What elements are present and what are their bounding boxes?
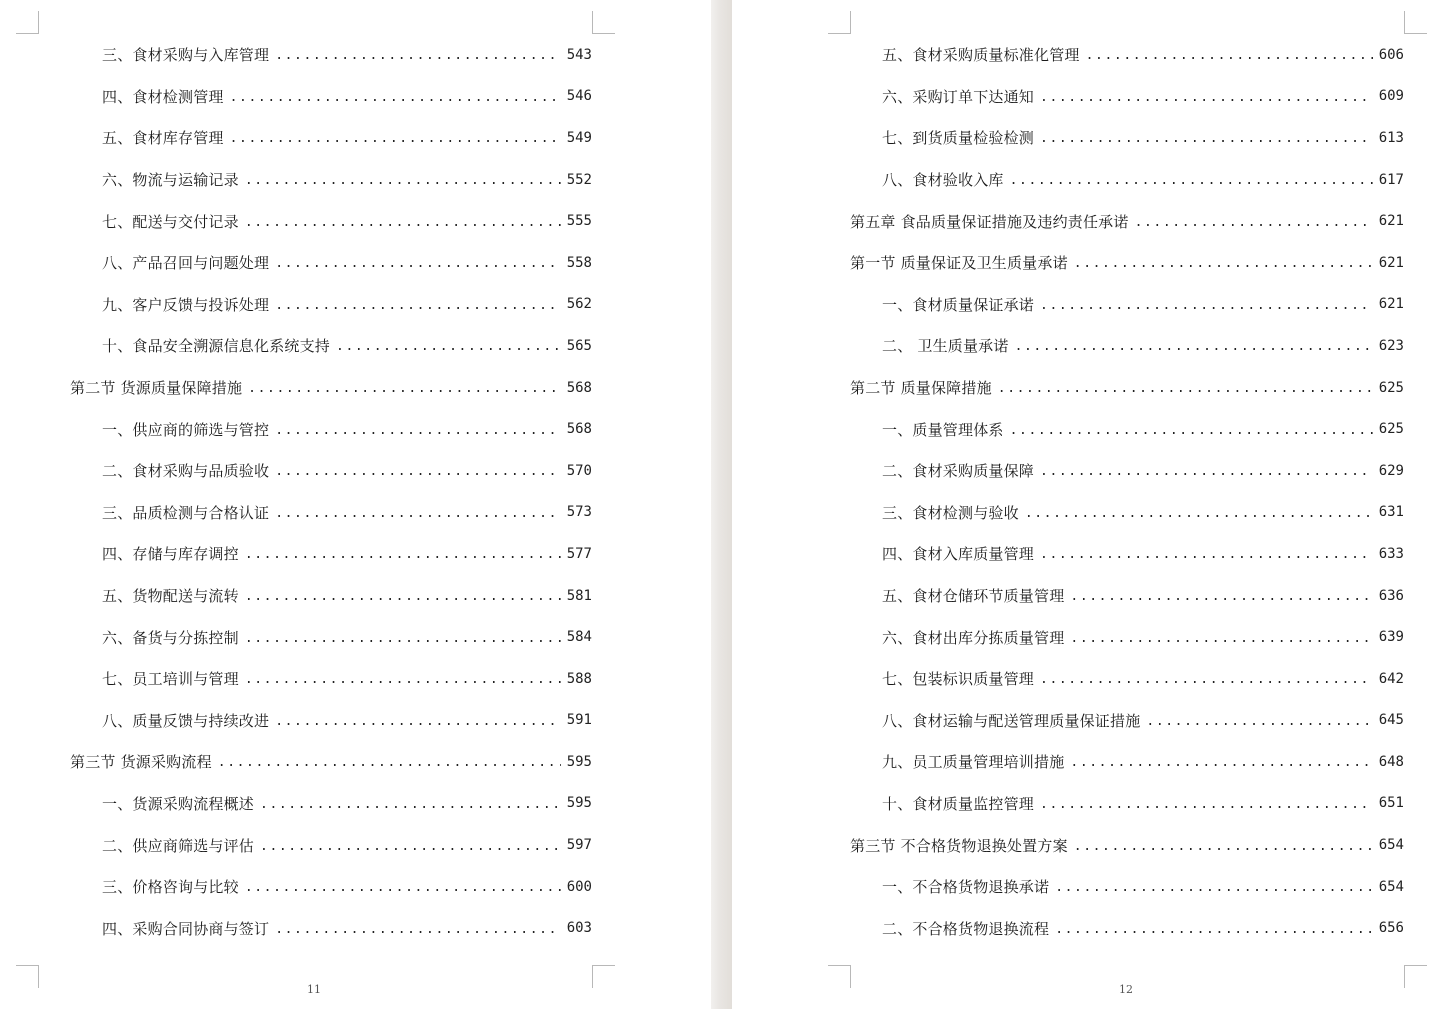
toc-entry[interactable] <box>70 34 592 76</box>
toc-dot-leader <box>260 839 561 854</box>
page-number: 12 <box>1119 983 1133 996</box>
toc-entry-title: 七、配送与交付记录 <box>102 212 239 231</box>
document-page-left <box>0 0 711 1009</box>
toc-entry-title: 六、采购订单下达通知 <box>882 87 1035 106</box>
toc-entry[interactable] <box>70 533 592 575</box>
toc-dot-leader <box>1074 256 1373 271</box>
toc-entry-title: 五、食材库存管理 <box>102 129 224 148</box>
toc-entry-page-number: 621 <box>1378 296 1404 313</box>
toc-entry-title: 三、品质检测与合格认证 <box>102 503 270 522</box>
toc-dot-leader <box>245 631 561 646</box>
toc-entry-page-number: 642 <box>1378 670 1404 687</box>
toc-dot-leader <box>1040 547 1373 562</box>
toc-entry-title: 七、到货质量检验检测 <box>882 129 1035 148</box>
toc-dot-leader <box>1055 880 1373 895</box>
toc-entry-title: 五、货物配送与流转 <box>102 587 239 606</box>
toc-entry-title: 九、员工质量管理培训措施 <box>882 753 1065 772</box>
toc-entry[interactable] <box>70 575 592 617</box>
toc-entry[interactable] <box>850 492 1404 534</box>
toc-entry-page-number: 625 <box>1378 379 1404 396</box>
document-page-right <box>732 0 1442 1009</box>
toc-entry-page-number: 636 <box>1378 587 1404 604</box>
toc-section-entry[interactable] <box>850 367 1404 409</box>
toc-entry-title: 第五章 食品质量保证措施及违约责任承诺 <box>850 212 1129 231</box>
toc-entry-title: 六、食材出库分拣质量管理 <box>882 628 1065 647</box>
toc-entry-title: 四、食材检测管理 <box>102 87 224 106</box>
toc-entry-title: 二、不合格货物退换流程 <box>882 919 1050 938</box>
margin-corner-mark <box>16 965 39 988</box>
toc-dot-leader <box>1086 48 1373 63</box>
toc-entry-title: 一、货源采购流程概述 <box>102 794 255 813</box>
toc-entry-title: 八、产品召回与问题处理 <box>102 254 270 273</box>
toc-entry[interactable] <box>70 450 592 492</box>
toc-entry-page-number: 639 <box>1378 629 1404 646</box>
toc-entry-page-number: 570 <box>566 462 592 479</box>
toc-dot-leader <box>245 672 561 687</box>
toc-entry-page-number: 609 <box>1378 88 1404 105</box>
toc-entry-page-number: 617 <box>1378 171 1404 188</box>
toc-entry[interactable] <box>850 533 1404 575</box>
toc-entry-page-number: 595 <box>566 795 592 812</box>
toc-entry-page-number: 581 <box>566 587 592 604</box>
toc-dot-leader <box>275 922 561 937</box>
toc-dot-leader <box>275 298 561 313</box>
toc-entry[interactable] <box>70 492 592 534</box>
toc-entry-page-number: 549 <box>566 129 592 146</box>
toc-dot-leader <box>1055 922 1373 937</box>
toc-entry-title: 四、存储与库存调控 <box>102 545 239 564</box>
toc-entry[interactable] <box>850 284 1404 326</box>
toc-entry-page-number: 623 <box>1378 337 1404 354</box>
toc-entry[interactable] <box>850 34 1404 76</box>
page-gutter <box>711 0 732 1009</box>
toc-entry-page-number: 588 <box>566 670 592 687</box>
toc-dot-leader <box>1010 423 1373 438</box>
toc-entry-title: 八、质量反馈与持续改进 <box>102 711 270 730</box>
toc-entry-title: 五、食材采购质量标准化管理 <box>882 46 1080 65</box>
toc-entry-page-number: 562 <box>566 296 592 313</box>
toc-entry[interactable] <box>70 907 592 949</box>
toc-entry[interactable] <box>850 159 1404 201</box>
toc-dot-leader <box>1040 131 1373 146</box>
toc-entry-title: 五、食材仓储环节质量管理 <box>882 587 1065 606</box>
toc-dot-leader <box>1015 339 1373 354</box>
toc-entry[interactable] <box>70 325 592 367</box>
toc-entry[interactable] <box>70 117 592 159</box>
toc-entry[interactable] <box>850 76 1404 118</box>
toc-entry[interactable] <box>850 408 1404 450</box>
toc-entry[interactable] <box>70 783 592 825</box>
toc-entry[interactable] <box>850 117 1404 159</box>
margin-corner-mark <box>592 965 615 988</box>
toc-entry-title: 六、备货与分拣控制 <box>102 628 239 647</box>
toc-entry[interactable] <box>850 866 1404 908</box>
toc-dot-leader <box>1135 215 1373 230</box>
toc-entry[interactable] <box>850 700 1404 742</box>
toc-dot-leader <box>1040 464 1373 479</box>
toc-dot-leader <box>275 48 561 63</box>
toc-entry-page-number: 552 <box>566 171 592 188</box>
toc-entry[interactable] <box>850 616 1404 658</box>
toc-entry[interactable] <box>70 284 592 326</box>
toc-entry[interactable] <box>850 907 1404 949</box>
toc-entry-page-number: 656 <box>1378 920 1404 937</box>
toc-entry-title: 四、采购合同协商与签订 <box>102 919 270 938</box>
table-of-contents <box>70 34 592 949</box>
toc-entry-page-number: 555 <box>566 213 592 230</box>
toc-entry[interactable] <box>70 200 592 242</box>
toc-dot-leader <box>230 90 561 105</box>
toc-entry-title: 第三节 不合格货物退换处置方案 <box>850 836 1068 855</box>
toc-dot-leader <box>1010 173 1373 188</box>
toc-entry[interactable] <box>70 824 592 866</box>
toc-entry-title: 十、食材质量监控管理 <box>882 794 1035 813</box>
margin-corner-mark <box>828 965 851 988</box>
toc-entry-page-number: 621 <box>1378 213 1404 230</box>
toc-chapter-entry[interactable] <box>850 200 1404 242</box>
toc-entry-title: 八、食材验收入库 <box>882 171 1004 190</box>
margin-corner-mark <box>828 11 851 34</box>
toc-entry-page-number: 654 <box>1378 837 1404 854</box>
margin-corner-mark <box>1404 965 1427 988</box>
toc-section-entry[interactable] <box>70 741 592 783</box>
toc-entry[interactable] <box>850 658 1404 700</box>
toc-entry-page-number: 629 <box>1378 462 1404 479</box>
toc-entry-page-number: 591 <box>566 712 592 729</box>
toc-entry-page-number: 613 <box>1378 129 1404 146</box>
toc-entry[interactable] <box>850 450 1404 492</box>
toc-entry-page-number: 631 <box>1378 504 1404 521</box>
toc-entry[interactable] <box>70 866 592 908</box>
toc-dot-leader <box>1040 90 1373 105</box>
toc-entry-title: 四、食材入库质量管理 <box>882 545 1035 564</box>
toc-entry-title: 三、食材检测与验收 <box>882 503 1019 522</box>
toc-dot-leader <box>218 755 561 770</box>
toc-entry-title: 二、食材采购质量保障 <box>882 462 1035 481</box>
toc-dot-leader <box>1070 755 1372 770</box>
toc-entry-page-number: 573 <box>566 504 592 521</box>
toc-dot-leader <box>1070 631 1372 646</box>
toc-dot-leader <box>275 256 561 271</box>
toc-entry-title: 第二节 货源质量保障措施 <box>70 379 243 398</box>
toc-dot-leader <box>1040 797 1373 812</box>
toc-entry-title: 九、客户反馈与投诉处理 <box>102 295 270 314</box>
toc-dot-leader <box>245 173 561 188</box>
table-of-contents <box>850 34 1404 949</box>
toc-entry-title: 第一节 质量保证及卫生质量承诺 <box>850 254 1068 273</box>
toc-entry-title: 三、价格咨询与比较 <box>102 878 239 897</box>
toc-entry-page-number: 546 <box>566 88 592 105</box>
toc-entry-title: 一、质量管理体系 <box>882 420 1004 439</box>
toc-dot-leader <box>1040 672 1373 687</box>
toc-dot-leader <box>275 506 561 521</box>
toc-entry-page-number: 595 <box>566 753 592 770</box>
toc-dot-leader <box>336 339 561 354</box>
toc-entry-title: 七、员工培训与管理 <box>102 670 239 689</box>
toc-entry-page-number: 600 <box>566 878 592 895</box>
toc-entry-title: 三、食材采购与入库管理 <box>102 46 270 65</box>
toc-entry[interactable] <box>70 616 592 658</box>
toc-dot-leader <box>1040 298 1373 313</box>
toc-entry-page-number: 648 <box>1378 753 1404 770</box>
toc-entry-title: 第三节 货源采购流程 <box>70 753 212 772</box>
toc-entry-title: 二、供应商筛选与评估 <box>102 836 255 855</box>
toc-entry[interactable] <box>850 325 1404 367</box>
toc-entry[interactable] <box>850 741 1404 783</box>
toc-entry-page-number: 568 <box>566 379 592 396</box>
toc-entry-page-number: 625 <box>1378 421 1404 438</box>
toc-entry[interactable] <box>70 76 592 118</box>
toc-section-entry[interactable] <box>850 824 1404 866</box>
toc-entry-page-number: 651 <box>1378 795 1404 812</box>
toc-entry-page-number: 654 <box>1378 878 1404 895</box>
toc-entry-title: 六、物流与运输记录 <box>102 171 239 190</box>
toc-dot-leader <box>1146 714 1372 729</box>
toc-entry[interactable] <box>70 408 592 450</box>
toc-entry-page-number: 543 <box>566 46 592 63</box>
toc-entry-page-number: 621 <box>1378 254 1404 271</box>
toc-entry-title: 一、供应商的筛选与管控 <box>102 420 270 439</box>
toc-entry-title: 第二节 质量保障措施 <box>850 379 992 398</box>
toc-entry-page-number: 568 <box>566 421 592 438</box>
toc-dot-leader <box>1025 506 1373 521</box>
toc-entry[interactable] <box>70 700 592 742</box>
toc-entry-page-number: 645 <box>1378 712 1404 729</box>
toc-dot-leader <box>248 381 561 396</box>
toc-entry-page-number: 577 <box>566 545 592 562</box>
toc-entry-title: 八、食材运输与配送管理质量保证措施 <box>882 711 1141 730</box>
margin-corner-mark <box>1404 11 1427 34</box>
toc-entry[interactable] <box>70 242 592 284</box>
toc-entry-page-number: 597 <box>566 837 592 854</box>
toc-dot-leader <box>245 589 561 604</box>
toc-entry-page-number: 633 <box>1378 545 1404 562</box>
toc-entry-title: 十、食品安全溯源信息化系统支持 <box>102 337 331 356</box>
toc-section-entry[interactable] <box>850 242 1404 284</box>
toc-dot-leader <box>998 381 1373 396</box>
toc-entry-page-number: 558 <box>566 254 592 271</box>
toc-entry[interactable] <box>850 783 1404 825</box>
margin-corner-mark <box>16 11 39 34</box>
toc-dot-leader <box>230 131 561 146</box>
toc-entry-page-number: 584 <box>566 629 592 646</box>
toc-entry-title: 七、包装标识质量管理 <box>882 670 1035 689</box>
toc-dot-leader <box>1074 839 1373 854</box>
toc-dot-leader <box>245 547 561 562</box>
toc-section-entry[interactable] <box>70 367 592 409</box>
page-number: 11 <box>307 983 321 996</box>
toc-entry-title: 二、食材采购与品质验收 <box>102 462 270 481</box>
toc-dot-leader <box>275 423 561 438</box>
toc-dot-leader <box>1070 589 1372 604</box>
toc-entry-page-number: 606 <box>1378 46 1404 63</box>
toc-dot-leader <box>245 215 561 230</box>
toc-dot-leader <box>260 797 561 812</box>
toc-entry-title: 一、不合格货物退换承诺 <box>882 878 1050 897</box>
toc-dot-leader <box>275 714 561 729</box>
toc-entry-title: 一、食材质量保证承诺 <box>882 295 1035 314</box>
toc-entry-page-number: 603 <box>566 920 592 937</box>
toc-dot-leader <box>275 464 561 479</box>
toc-entry-title: 二、 卫生质量承诺 <box>882 337 1009 356</box>
toc-entry-page-number: 565 <box>566 337 592 354</box>
toc-entry[interactable] <box>70 658 592 700</box>
toc-entry[interactable] <box>70 159 592 201</box>
margin-corner-mark <box>592 11 615 34</box>
toc-dot-leader <box>245 880 561 895</box>
toc-entry[interactable] <box>850 575 1404 617</box>
